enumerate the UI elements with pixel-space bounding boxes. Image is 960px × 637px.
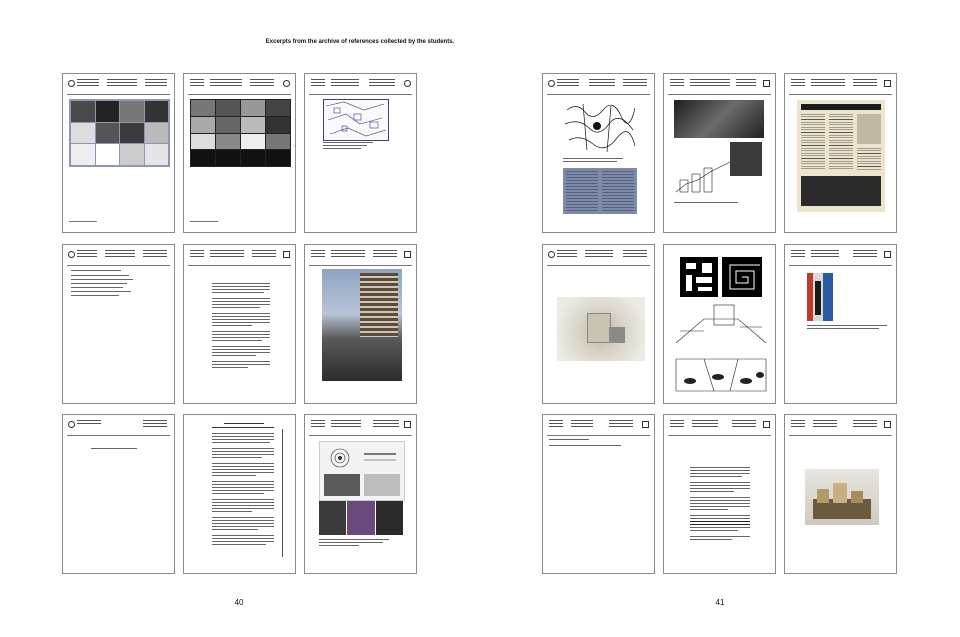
archive-card (304, 414, 417, 574)
logo-icon (283, 80, 290, 87)
section-drawing (674, 140, 764, 198)
collage-image (190, 99, 291, 167)
card-header (547, 78, 650, 95)
archive-card (542, 414, 655, 574)
logo-icon (642, 421, 649, 428)
diagram-image (319, 441, 405, 501)
perspective-sketch (674, 301, 768, 345)
archive-card (663, 73, 776, 233)
text-panel (563, 168, 637, 214)
spread-title: Excerpts from the archive of references collected by the students. (265, 39, 455, 45)
archive-card (304, 244, 417, 404)
site-plan-image (323, 99, 389, 141)
archive-card (183, 73, 296, 233)
archive-card (62, 73, 175, 233)
card-header (309, 249, 412, 266)
card-header (188, 249, 291, 266)
archive-card (542, 73, 655, 233)
archive-card (784, 73, 897, 233)
collage-image (69, 99, 170, 167)
map-sketch (563, 100, 637, 156)
logo-icon (884, 421, 891, 428)
logo-icon (884, 80, 891, 87)
newspaper-scan (797, 100, 885, 212)
card-header (789, 419, 892, 436)
model-photo (557, 297, 645, 361)
archive-card (663, 244, 776, 404)
logo-icon (884, 251, 891, 258)
logo-icon (763, 421, 770, 428)
page-number-right: 41 (715, 598, 725, 607)
logo-icon (404, 421, 411, 428)
archive-card (542, 244, 655, 404)
card-header (67, 419, 170, 436)
building-photo (322, 269, 402, 381)
cars-sketch (674, 355, 768, 395)
block-model-photo (805, 469, 879, 525)
logo-icon (68, 251, 75, 258)
maze-diagram (680, 257, 718, 297)
archive-card (304, 73, 417, 233)
card-header (67, 249, 170, 266)
card-header (67, 78, 170, 95)
logo-icon (68, 80, 75, 87)
logo-icon (68, 421, 75, 428)
archive-card (784, 414, 897, 574)
logo-icon (283, 251, 290, 258)
card-header (668, 419, 771, 436)
logo-icon (404, 80, 411, 87)
archive-card (183, 244, 296, 404)
card-header (309, 419, 412, 436)
card-header (789, 249, 892, 266)
page-number-left: 40 (234, 598, 244, 607)
archive-card (62, 414, 175, 574)
archive-card (663, 414, 776, 574)
logo-icon (548, 251, 555, 258)
logo-icon (404, 251, 411, 258)
card-header (547, 249, 650, 266)
archive-card (784, 244, 897, 404)
modulor-image (807, 273, 833, 321)
photo-strip (319, 501, 403, 535)
aerial-photo (674, 100, 764, 138)
logo-icon (548, 80, 555, 87)
spiral-diagram (722, 257, 762, 297)
caption-text (190, 221, 218, 222)
card-header (789, 78, 892, 95)
card-header (188, 78, 291, 95)
archive-card (62, 244, 175, 404)
card-header (547, 419, 650, 436)
logo-icon (763, 80, 770, 87)
card-header (668, 78, 771, 95)
caption-text (69, 221, 97, 222)
card-header (309, 78, 412, 95)
archive-card (183, 414, 296, 574)
